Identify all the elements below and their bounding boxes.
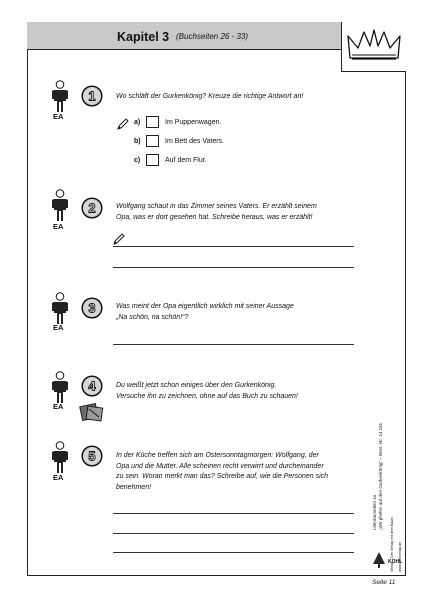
answer-line[interactable] xyxy=(113,267,354,268)
question-number-2 xyxy=(81,197,103,219)
svg-text:2: 2 xyxy=(88,200,96,216)
question-4-text: Du weißt jetzt schon einiges über den Gurkenkönig. Versuche ihn zu zeichnen, ohne auf das Buch zu schauen! xyxy=(116,382,298,400)
question-5-text: In der Küche treffen sich am Ostersonntagmorgen: Wolfgang, der Opa und die Mutter. Alle scheinen recht verwirrt und durcheinander zu sein. Woran merkt man das? Schreibe auf, wie die Personen sich benehmen! xyxy=(116,452,329,491)
question-number-3 xyxy=(81,297,103,319)
svg-text:4: 4 xyxy=(88,378,96,394)
chapter-book-pages: (Buchseiten 26 - 33) xyxy=(176,32,249,41)
chapter-title: Kapitel 3 xyxy=(117,30,170,44)
question-2-text: Wolfgang schaut in das Zimmer seines Vaters. Er erzählt seinem Opa, was er dort gesehen hat. Schreibe heraus, was er erzählt! xyxy=(116,203,317,221)
answer-line[interactable] xyxy=(113,344,354,345)
pencil-icon xyxy=(113,232,125,250)
option-b-checkbox[interactable] xyxy=(146,135,159,147)
option-c-checkbox[interactable] xyxy=(146,154,159,166)
svg-text:1: 1 xyxy=(88,88,96,104)
question-number-1 xyxy=(81,85,103,107)
answer-line[interactable] xyxy=(113,513,354,514)
option-a-letter: a) xyxy=(134,119,141,126)
work-form-label: EA xyxy=(53,323,64,332)
publisher-subtitle: Verlag – Der Verlag mit dem Baum xyxy=(390,516,394,572)
work-form-label: EA xyxy=(53,402,64,411)
page-number: Seite 11 xyxy=(372,579,396,586)
option-a-text: Im Puppenwagen. xyxy=(165,119,222,126)
option-b-text: Im Bett des Vaters. xyxy=(165,138,225,145)
student-icon xyxy=(51,189,69,225)
svg-text:5: 5 xyxy=(88,448,96,464)
crown-box xyxy=(341,22,406,72)
side-publication-info: Literaturseiten zu „Wir pfeifen auf den Gurkenkönig“ – Best.-Nr. 14 181 xyxy=(372,422,383,530)
work-form-label: EA xyxy=(53,112,64,121)
question-3-text: Was meint der Opa eigentlich wirklich mit seiner Aussage „Na schön, na schön!“? xyxy=(116,303,294,321)
question-number-5 xyxy=(81,445,103,467)
work-form-label: EA xyxy=(53,473,64,482)
answer-line[interactable] xyxy=(113,246,354,247)
option-b-letter: b) xyxy=(134,138,141,145)
question-1-text: Wo schläft der Gurkenkönig? Kreuze die richtige Antwort an! xyxy=(116,93,304,100)
publisher-logo xyxy=(371,550,387,570)
work-form-label: EA xyxy=(53,222,64,231)
pencil-icon xyxy=(117,117,129,135)
student-icon xyxy=(51,80,69,116)
answer-line[interactable] xyxy=(113,533,354,534)
option-c-text: Auf dem Flur. xyxy=(165,157,207,164)
student-icon xyxy=(51,441,69,477)
publisher-website: www.kohlverlag.de xyxy=(398,542,402,572)
option-a-checkbox[interactable] xyxy=(146,116,159,128)
question-number-4 xyxy=(81,375,103,397)
crown-icon xyxy=(346,28,402,64)
option-c-letter: c) xyxy=(134,157,141,164)
colored-pencils-icon xyxy=(79,401,105,428)
answer-line[interactable] xyxy=(113,552,354,553)
svg-text:3: 3 xyxy=(88,300,96,316)
publisher-block: KOHL xyxy=(388,559,403,565)
